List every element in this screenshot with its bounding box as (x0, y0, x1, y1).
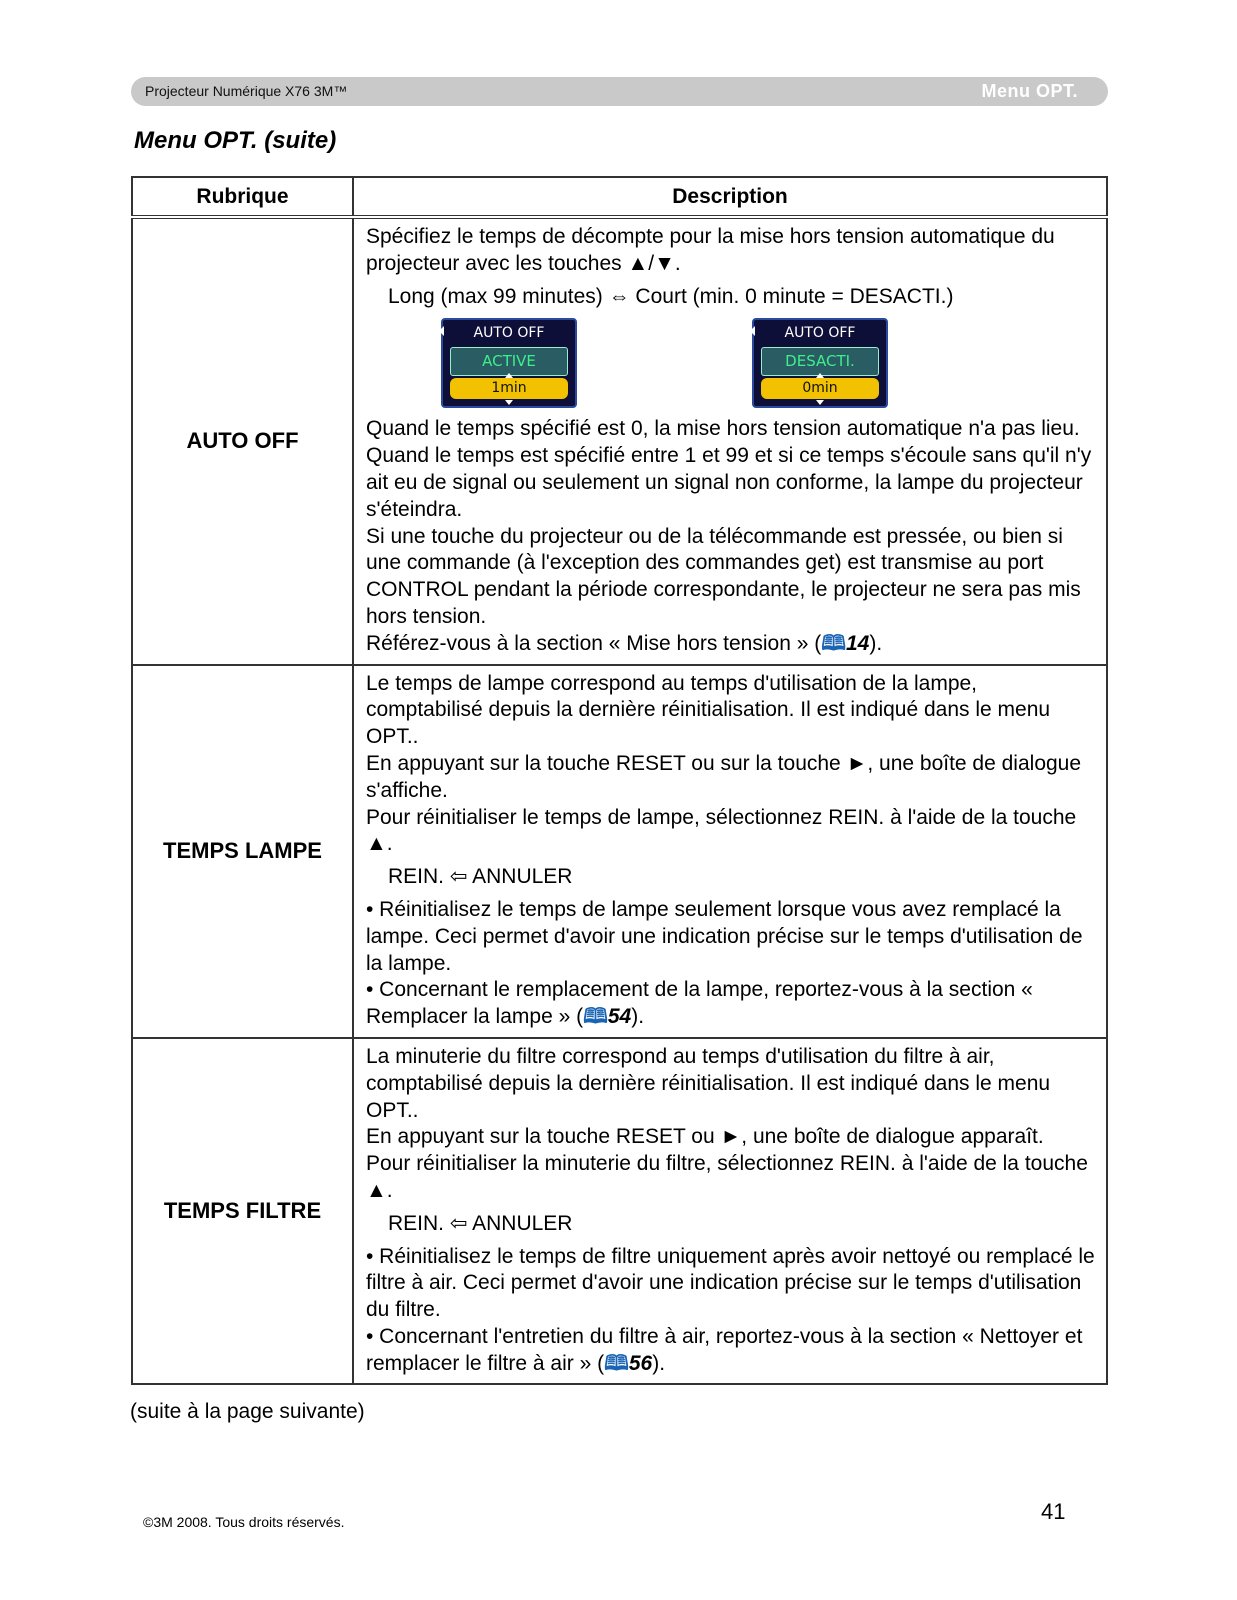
page-reference-number: 54 (607, 1005, 632, 1029)
section-name: Menu OPT. (981, 81, 1078, 101)
reference-line (366, 977, 1098, 1031)
col-rubrique: Rubrique (132, 177, 353, 217)
range-text: Long (max 99 minutes) ⇔ Court (min. 0 minute = DESACTI.) (388, 284, 954, 308)
product-name: Projecteur Numérique X76 3M™ (145, 83, 348, 99)
page-reference-link[interactable] (583, 1005, 631, 1028)
osd-number: 1min (450, 378, 568, 399)
reference-close: ). (652, 1351, 666, 1375)
rubrique-temps-lampe: TEMPS LAMPE (132, 665, 353, 1038)
bullet: • Réinitialisez le temps de filtre uniquement après avoir nettoyé ou remplacé le filtre à air. Ceci permet d'avoir une indication précise sur le temps d'utilisation du filtre. (366, 1244, 1095, 1322)
reference-text: Référez-vous à la section « Mise hors tension » ( (366, 631, 822, 655)
paragraph: La minuterie du filtre correspond au temps d'utilisation du filtre à air, comptabilisé depuis la dernière réinitialisation. Il est indiqué dans le menu OPT.. (366, 1044, 1051, 1122)
copyright: ©3M 2008. Tous droits réservés. (143, 1514, 345, 1530)
description-temps-filtre (353, 1038, 1107, 1385)
paragraph: Si une touche du projecteur ou de la télécommande est pressée, ou bien si une commande (à l'exception des commandes get) est transmise au port CONTROL pendant la période correspondante, le projecteur ne sera pas mis hors tension. (366, 524, 1081, 628)
paragraph: Le temps de lampe correspond au temps d'utilisation de la lampe, comptabilisé depuis la dernière réinitialisation. Il est indiqué dans le menu OPT.. (366, 671, 1051, 749)
paragraph: En appuyant sur la touche RESET ou ►, une boîte de dialogue apparaît. (366, 1125, 1044, 1149)
table-row (132, 665, 1107, 1038)
paragraph: En appuyant sur la touche RESET ou sur la touche ►, une boîte de dialogue s'affiche. (366, 751, 1082, 802)
rubrique-temps-filtre: TEMPS FILTRE (132, 1038, 353, 1385)
choice-text: REIN. ⇦ ANNULER (388, 865, 573, 889)
reference-close: ). (631, 1005, 645, 1029)
page-number: 41 (1041, 1499, 1066, 1524)
table-row (132, 217, 1107, 665)
osd-value: DESACTI. (761, 347, 879, 376)
paragraph: Pour réinitialiser la minuterie du filtre, sélectionnez REIN. à l'aide de la touche ▲. (366, 1152, 1088, 1202)
triangle-down-icon (816, 400, 824, 405)
book-icon: 🕮 (821, 631, 846, 655)
table-row (132, 1038, 1107, 1385)
rubrique-auto-off: AUTO OFF (132, 217, 353, 665)
reference-text: • Concernant le remplacement de la lampe, reportez-vous à la section « Remplacer la lampe » ( (366, 978, 1033, 1029)
osd-number: 0min (761, 378, 879, 399)
description-temps-lampe (353, 665, 1107, 1038)
paragraph: Spécifiez le temps de décompte pour la mise hors tension automatique du projecteur avec les touches ▲/▼. (366, 225, 1055, 275)
table-header-row (132, 177, 1107, 217)
triangle-down-icon (505, 400, 513, 405)
bullet: • Réinitialisez le temps de lampe seulement lorsque vous avez remplacé la lampe. Ceci permet d'avoir une indication précise sur le temps d'utilisation de la lampe. (366, 897, 1083, 975)
book-icon: 🕮 (583, 1005, 608, 1029)
description-auto-off (353, 217, 1107, 665)
osd-value: ACTIVE (450, 347, 568, 376)
page-reference-link[interactable] (604, 1352, 652, 1375)
continued-note: (suite à la page suivante) (130, 1400, 365, 1423)
osd-title: AUTO OFF (784, 325, 856, 342)
page-reference-number: 14 (845, 631, 870, 655)
osd-title: AUTO OFF (473, 325, 545, 342)
reference-line (366, 631, 1098, 658)
paragraph: Quand le temps spécifié est 0, la mise hors tension automatique n'a pas lieu. Quand le temps est spécifié entre 1 et 99 et si ce temps s'écoule sans qu'il n'y ait eu de signal ou seulement un signal non conforme, la lampe du projecteur s'éteindra. (366, 417, 1092, 521)
options-table (131, 176, 1108, 1385)
reference-line (366, 1324, 1098, 1378)
paragraph: Pour réinitialiser le temps de lampe, sélectionnez REIN. à l'aide de la touche ▲. (366, 805, 1077, 856)
osd-examples (441, 318, 1098, 406)
col-description: Description (353, 177, 1107, 217)
page-reference-number: 56 (628, 1351, 653, 1375)
reference-close: ). (869, 631, 883, 655)
osd-auto-off-active (441, 318, 577, 408)
page-reference-link[interactable] (821, 632, 869, 655)
reference-text: • Concernant l'entretien du filtre à air, reportez-vous à la section « Nettoyer et remplacer le filtre à air » ( (366, 1324, 1083, 1375)
book-icon: 🕮 (604, 1351, 629, 1375)
header-bar (131, 77, 1108, 106)
osd-auto-off-desacti (752, 318, 888, 408)
page-title: Menu OPT. (suite) (134, 127, 337, 154)
choice-text: REIN. ⇦ ANNULER (388, 1211, 573, 1235)
